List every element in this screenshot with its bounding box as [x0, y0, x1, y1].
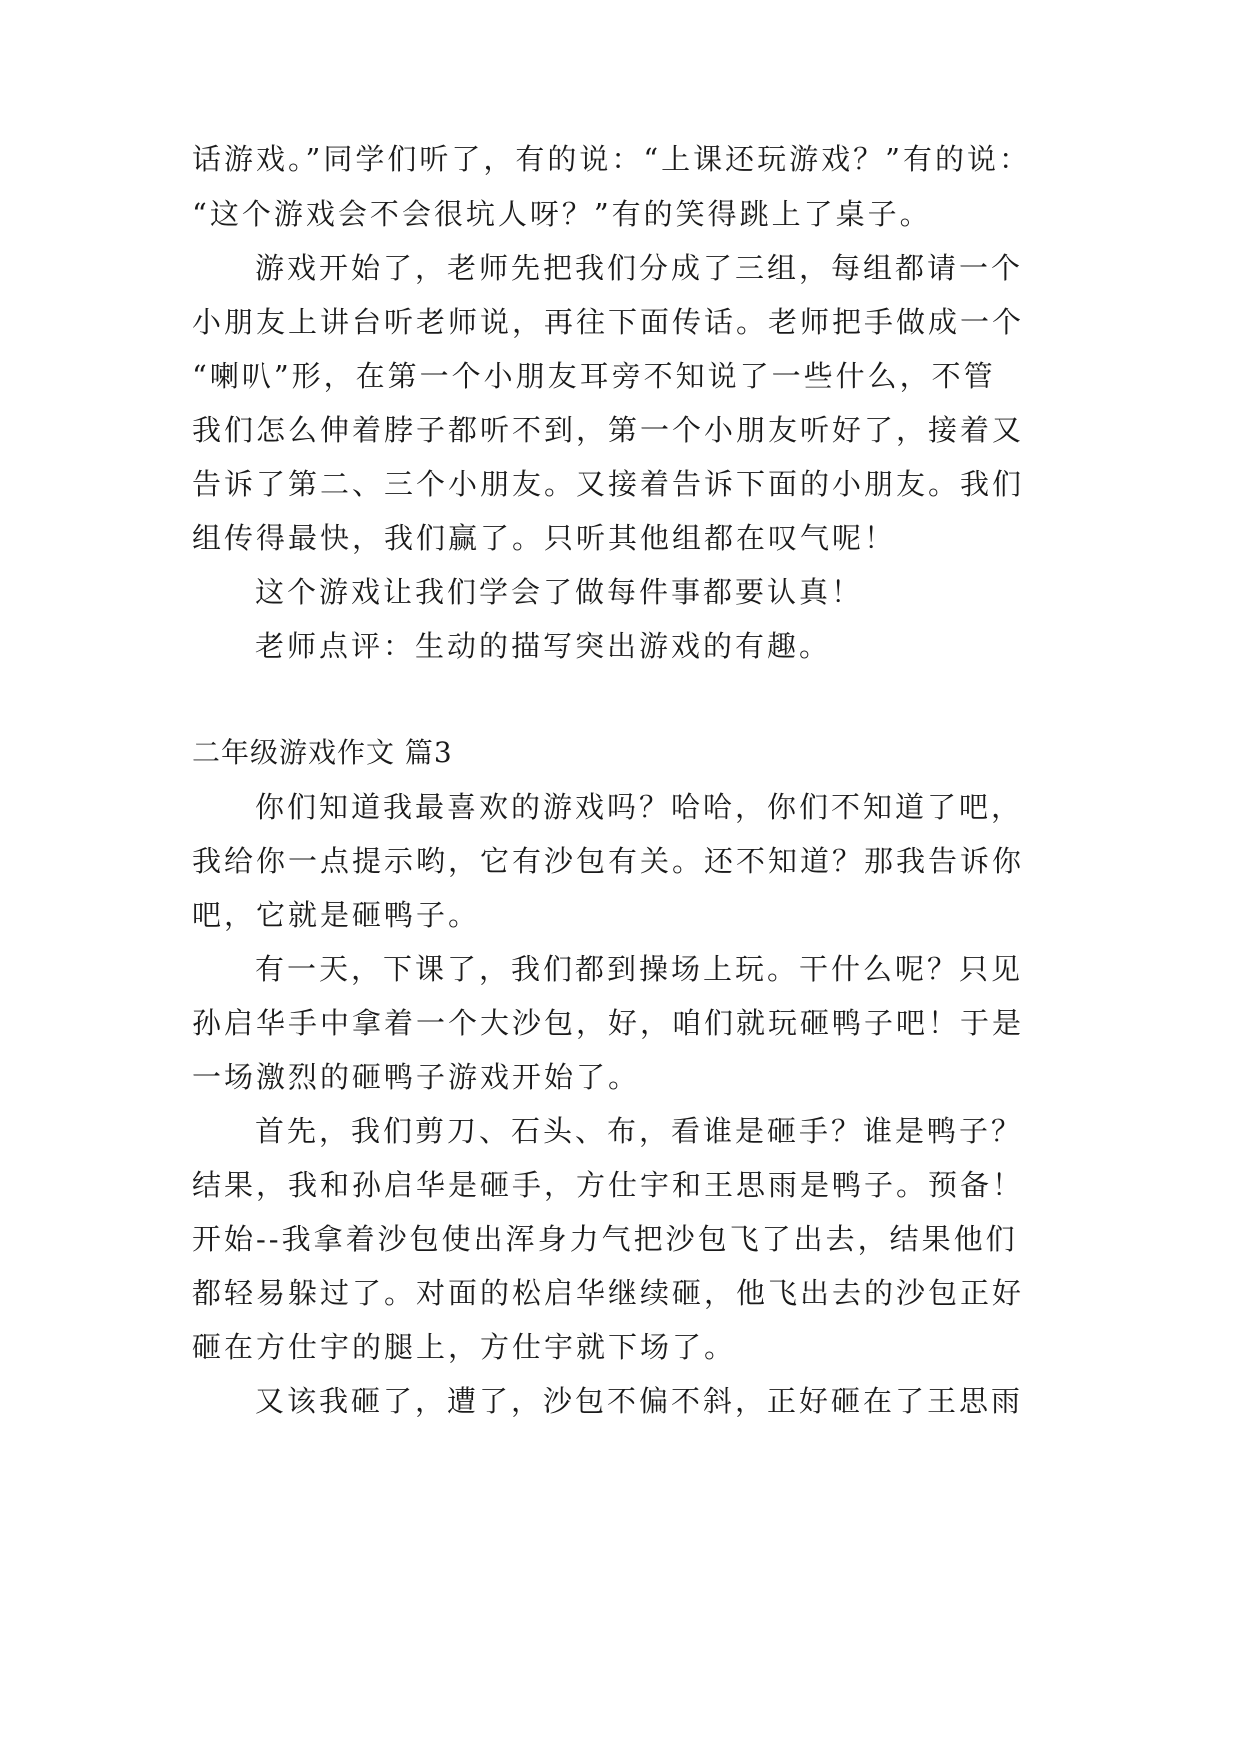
- paragraph-line: 我们怎么伸着脖子都听不到，第一个小朋友听好了，接着又: [192, 413, 1025, 447]
- paragraph-line: 开始--我拿着沙包使出浑身力气把沙包飞了出去，结果他们: [192, 1222, 1018, 1256]
- paragraph-line: 首先，我们剪刀、石头、布，看谁是砸手？谁是鸭子？: [255, 1114, 1024, 1148]
- paragraph-line: 有一天，下课了，我们都到操场上玩。干什么呢？只见: [255, 952, 1024, 986]
- paragraph-line: 这个游戏让我们学会了做每件事都要认真！: [255, 575, 864, 609]
- paragraph-line: 结果，我和孙启华是砸手，方仕宇和王思雨是鸭子。预备！: [192, 1168, 1025, 1202]
- section-heading: 二年级游戏作文 篇3: [192, 736, 453, 769]
- paragraph-line: 你们知道我最喜欢的游戏吗？哈哈，你们不知道了吧，: [255, 790, 1024, 824]
- paragraph-line: 又该我砸了，遭了，沙包不偏不斜，正好砸在了王思雨: [255, 1384, 1024, 1418]
- paragraph-line: 告诉了第二、三个小朋友。又接着告诉下面的小朋友。我们: [192, 467, 1025, 501]
- paragraph-line: 一场激烈的砸鸭子游戏开始了。: [192, 1060, 641, 1094]
- teacher-comment: 老师点评：生动的描写突出游戏的有趣。: [255, 629, 832, 663]
- paragraph-line: 我给你一点提示哟，它有沙包有关。还不知道？那我告诉你: [192, 844, 1025, 878]
- paragraph-line: 吧，它就是砸鸭子。: [192, 898, 481, 932]
- paragraph-line: 孙启华手中拿着一个大沙包，好，咱们就玩砸鸭子吧！于是: [192, 1006, 1025, 1040]
- paragraph-line: 组传得最快，我们赢了。只听其他组都在叹气呢！: [192, 521, 897, 555]
- paragraph-line: 游戏开始了，老师先把我们分成了三组，每组都请一个: [255, 251, 1024, 285]
- paragraph-line: “喇叭”形，在第一个小朋友耳旁不知说了一些什么，不管: [192, 359, 996, 393]
- paragraph-line: 都轻易躲过了。对面的松启华继续砸，他飞出去的沙包正好: [192, 1276, 1025, 1310]
- paragraph-line: 小朋友上讲台听老师说，再往下面传话。老师把手做成一个: [192, 305, 1025, 339]
- paragraph-line: “这个游戏会不会很坑人呀？”有的笑得跳上了桌子。: [192, 197, 932, 231]
- paragraph-line: 砸在方仕宇的腿上，方仕宇就下场了。: [192, 1330, 737, 1364]
- paragraph-line: 话游戏。”同学们听了，有的说：“上课还玩游戏？”有的说：: [192, 142, 1031, 176]
